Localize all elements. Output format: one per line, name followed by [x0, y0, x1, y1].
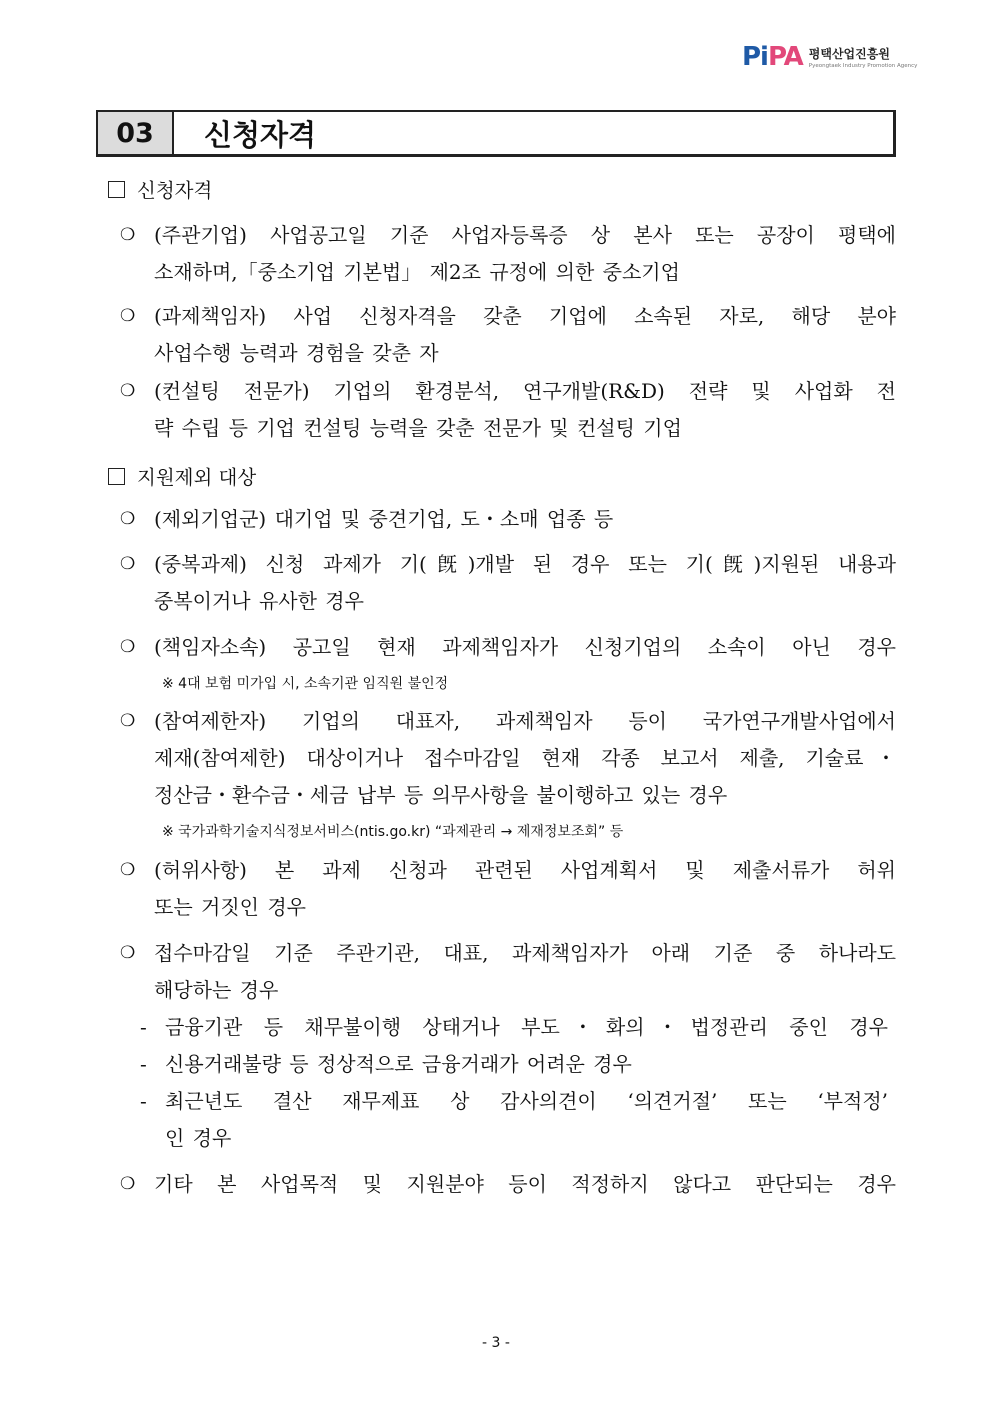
logo-mark: PiPA: [742, 42, 803, 72]
section-title: 신청자격: [204, 117, 317, 152]
exclusion-item: ❍ (참여제한자) 기업의 대표자, 과제책임자 등이 국가연구개발사업에서 제재(참여제한) 대상이거나 접수마감일 현재 각종 보고서 제출, 기술료・ 정산금・환수금・세금 납부 등 의무사항을 불이행하고 있는 경우: [120, 703, 896, 814]
section-header: [96, 110, 896, 157]
circle-bullet-icon: ❍: [120, 943, 136, 963]
circle-bullet-icon: ❍: [120, 860, 136, 880]
logo-name: 평택산업진흥원: [808, 47, 890, 61]
circle-bullet-icon: ❍: [120, 509, 136, 529]
circle-bullet-icon: ❍: [120, 225, 136, 245]
exclusion-item: ❍ (허위사항) 본 과제 신청과 관련된 사업계획서 및 제출서류가 허위 또는 거짓인 경우: [120, 852, 896, 926]
section-number: 03: [98, 112, 174, 154]
dash-bullet-icon: -: [140, 1015, 147, 1039]
eligibility-item: ❍ (주관기업) 사업공고일 기준 사업자등록증 상 본사 또는 공장이 평택에 소재하며,「중소기업 기본법」 제2조 규정에 의한 중소기업: [120, 217, 896, 291]
circle-bullet-icon: ❍: [120, 381, 136, 401]
exclusion-sub-item: - 최근년도 결산 재무제표 상 감사의견이 ‘의견거절’ 또는 ‘부적정’ 인 경우: [140, 1083, 888, 1157]
eligibility-heading: 신청자격: [108, 175, 212, 203]
circle-bullet-icon: ❍: [120, 637, 136, 657]
circle-bullet-icon: ❍: [120, 711, 136, 731]
exclusion-item: ❍ 접수마감일 기준 주관기관, 대표, 과제책임자가 아래 기준 중 하나라도 해당하는 경우: [120, 935, 896, 1009]
exclusion-item: ❍ (중복과제) 신청 과제가 기(旣)개발 된 경우 또는 기(旣)지원된 내용과 중복이거나 유사한 경우: [120, 546, 896, 620]
exclusion-heading: 지원제외 대상: [108, 462, 256, 490]
checkbox-square-icon: [108, 181, 125, 198]
note-text: ※ 국가과학기술지식정보서비스(ntis.go.kr) “과제관리 → 제재정보조회” 등: [162, 824, 624, 840]
logo-subtitle: Pyeongtaek Industry Promotion Agency: [808, 63, 918, 69]
exclusion-item: ❍ (책임자소속) 공고일 현재 과제책임자가 신청기업의 소속이 아닌 경우: [120, 629, 896, 666]
pipa-logo: [742, 42, 917, 72]
checkbox-square-icon: [108, 468, 125, 485]
eligibility-item: ❍ (과제책임자) 사업 신청자격을 갖춘 기업에 소속된 자로, 해당 분야 사업수행 능력과 경험을 갖춘 자: [120, 298, 896, 372]
circle-bullet-icon: ❍: [120, 1174, 136, 1194]
page-number: - 3 -: [482, 1335, 510, 1351]
dash-bullet-icon: -: [140, 1052, 147, 1076]
dash-bullet-icon: -: [140, 1089, 147, 1113]
circle-bullet-icon: ❍: [120, 306, 136, 326]
exclusion-sub-item: - 신용거래불량 등 정상적으로 금융거래가 어려운 경우: [140, 1046, 888, 1083]
exclusion-sub-item: - 금융기관 등 채무불이행 상태거나 부도・화의・법정관리 중인 경우: [140, 1009, 888, 1046]
exclusion-item: ❍ (제외기업군) 대기업 및 중견기업, 도・소매 업종 등: [120, 501, 896, 538]
eligibility-item: ❍ (컨설팅 전문가) 기업의 환경분석, 연구개발(R&D) 전략 및 사업화 전 략 수립 등 기업 컨설팅 능력을 갖춘 전문가 및 컨설팅 기업: [120, 373, 896, 447]
note-text: ※ 4대 보험 미가입 시, 소속기관 임직원 불인정: [162, 676, 449, 692]
exclusion-item: ❍ 기타 본 사업목적 및 지원분야 등이 적정하지 않다고 판단되는 경우: [120, 1166, 896, 1203]
circle-bullet-icon: ❍: [120, 554, 136, 574]
